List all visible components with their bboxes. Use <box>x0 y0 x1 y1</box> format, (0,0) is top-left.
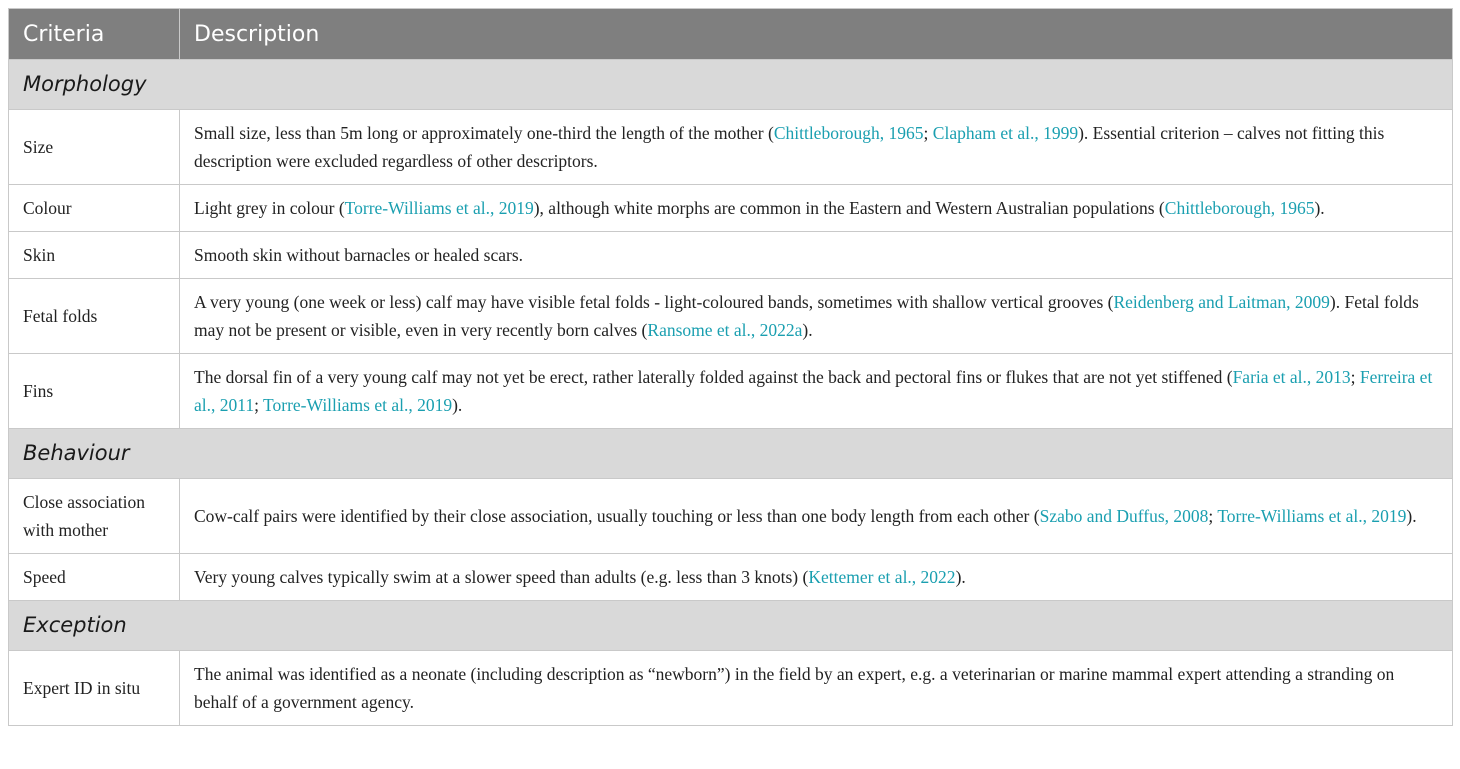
table-row <box>9 651 1453 726</box>
citation-link[interactable]: Szabo and Duffus, 2008 <box>1039 506 1209 526</box>
criterion-cell: Fins <box>9 354 180 429</box>
citation-link[interactable]: Faria et al., 2013 <box>1232 367 1351 387</box>
table-row <box>9 354 1453 429</box>
citation-link[interactable]: Ferreira et al., 2011 <box>194 367 1433 415</box>
criterion-cell: Fetal folds <box>9 279 180 354</box>
table-row <box>9 554 1453 601</box>
section-row <box>9 429 1453 479</box>
description-text: ; <box>254 395 264 415</box>
description-text: Light grey in colour ( <box>194 198 345 218</box>
section-title: Morphology <box>9 60 1453 110</box>
citation-link[interactable]: Kettemer et al., 2022 <box>808 567 956 587</box>
section-row <box>9 601 1453 651</box>
description-text: ). <box>452 395 463 415</box>
section-row <box>9 60 1453 110</box>
citation-link[interactable]: Chittleborough, 1965 <box>1164 198 1315 218</box>
description-text: ). <box>1406 506 1417 526</box>
description-text: A very young (one week or less) calf may have visible fetal folds - light-coloured bands, sometimes with shallow vertical grooves ( <box>194 292 1114 312</box>
criterion-cell: Close association with mother <box>9 479 180 554</box>
description-text: The animal was identified as a neonate (including description as “newborn”) in the field by an expert, e.g. a veterinarian or marine mammal expert attending a stranding on behalf of a government agency. <box>194 664 1395 712</box>
description-cell <box>180 110 1453 185</box>
citation-link[interactable]: Ransome et al., 2022a <box>647 320 803 340</box>
criterion-cell: Skin <box>9 232 180 279</box>
description-text: ). Fetal folds may not be present or visible, even in very recently born calves ( <box>194 292 1419 340</box>
description-text: Very young calves typically swim at a slower speed than adults (e.g. less than 3 knots) ( <box>194 567 809 587</box>
criterion-cell: Speed <box>9 554 180 601</box>
description-text: Smooth skin without barnacles or healed scars. <box>194 245 524 265</box>
description-text: ). <box>1314 198 1325 218</box>
table-row <box>9 110 1453 185</box>
description-text: ; <box>1350 367 1360 387</box>
description-text: Cow-calf pairs were identified by their close association, usually touching or less than one body length from each other ( <box>194 506 1040 526</box>
header-criteria: Criteria <box>9 9 180 60</box>
description-text: ; <box>923 123 933 143</box>
citation-link[interactable]: Clapham et al., 1999 <box>932 123 1079 143</box>
citation-link[interactable]: Torre-Williams et al., 2019 <box>263 395 453 415</box>
header-row <box>9 9 1453 60</box>
table-body <box>9 60 1453 726</box>
table-row <box>9 279 1453 354</box>
description-text: The dorsal fin of a very young calf may not yet be erect, rather laterally folded against the back and pectoral fins or flukes that are not yet stiffened ( <box>194 367 1233 387</box>
description-text: Small size, less than 5m long or approximately one-third the length of the mother ( <box>194 123 774 143</box>
description-cell <box>180 232 1453 279</box>
header-description: Description <box>180 9 1453 60</box>
description-cell <box>180 651 1453 726</box>
citation-link[interactable]: Reidenberg and Laitman, 2009 <box>1113 292 1330 312</box>
description-cell <box>180 185 1453 232</box>
table-row <box>9 232 1453 279</box>
citation-link[interactable]: Torre-Williams et al., 2019 <box>1217 506 1407 526</box>
criterion-cell: Colour <box>9 185 180 232</box>
citation-link[interactable]: Chittleborough, 1965 <box>773 123 924 143</box>
description-cell <box>180 354 1453 429</box>
description-cell <box>180 479 1453 554</box>
table-row <box>9 185 1453 232</box>
description-text: ), although white morphs are common in the Eastern and Western Australian populations ( <box>533 198 1165 218</box>
description-text: ). <box>802 320 813 340</box>
citation-link[interactable]: Torre-Williams et al., 2019 <box>344 198 534 218</box>
table-row <box>9 479 1453 554</box>
criterion-cell: Size <box>9 110 180 185</box>
description-text: ). Essential criterion – calves not fitting this description were excluded regardless of other descriptors. <box>194 123 1385 171</box>
criterion-cell: Expert ID in situ <box>9 651 180 726</box>
description-cell <box>180 279 1453 354</box>
description-cell <box>180 554 1453 601</box>
description-text: ). <box>955 567 966 587</box>
criteria-table <box>8 8 1453 726</box>
section-title: Behaviour <box>9 429 1453 479</box>
section-title: Exception <box>9 601 1453 651</box>
description-text: ; <box>1208 506 1218 526</box>
